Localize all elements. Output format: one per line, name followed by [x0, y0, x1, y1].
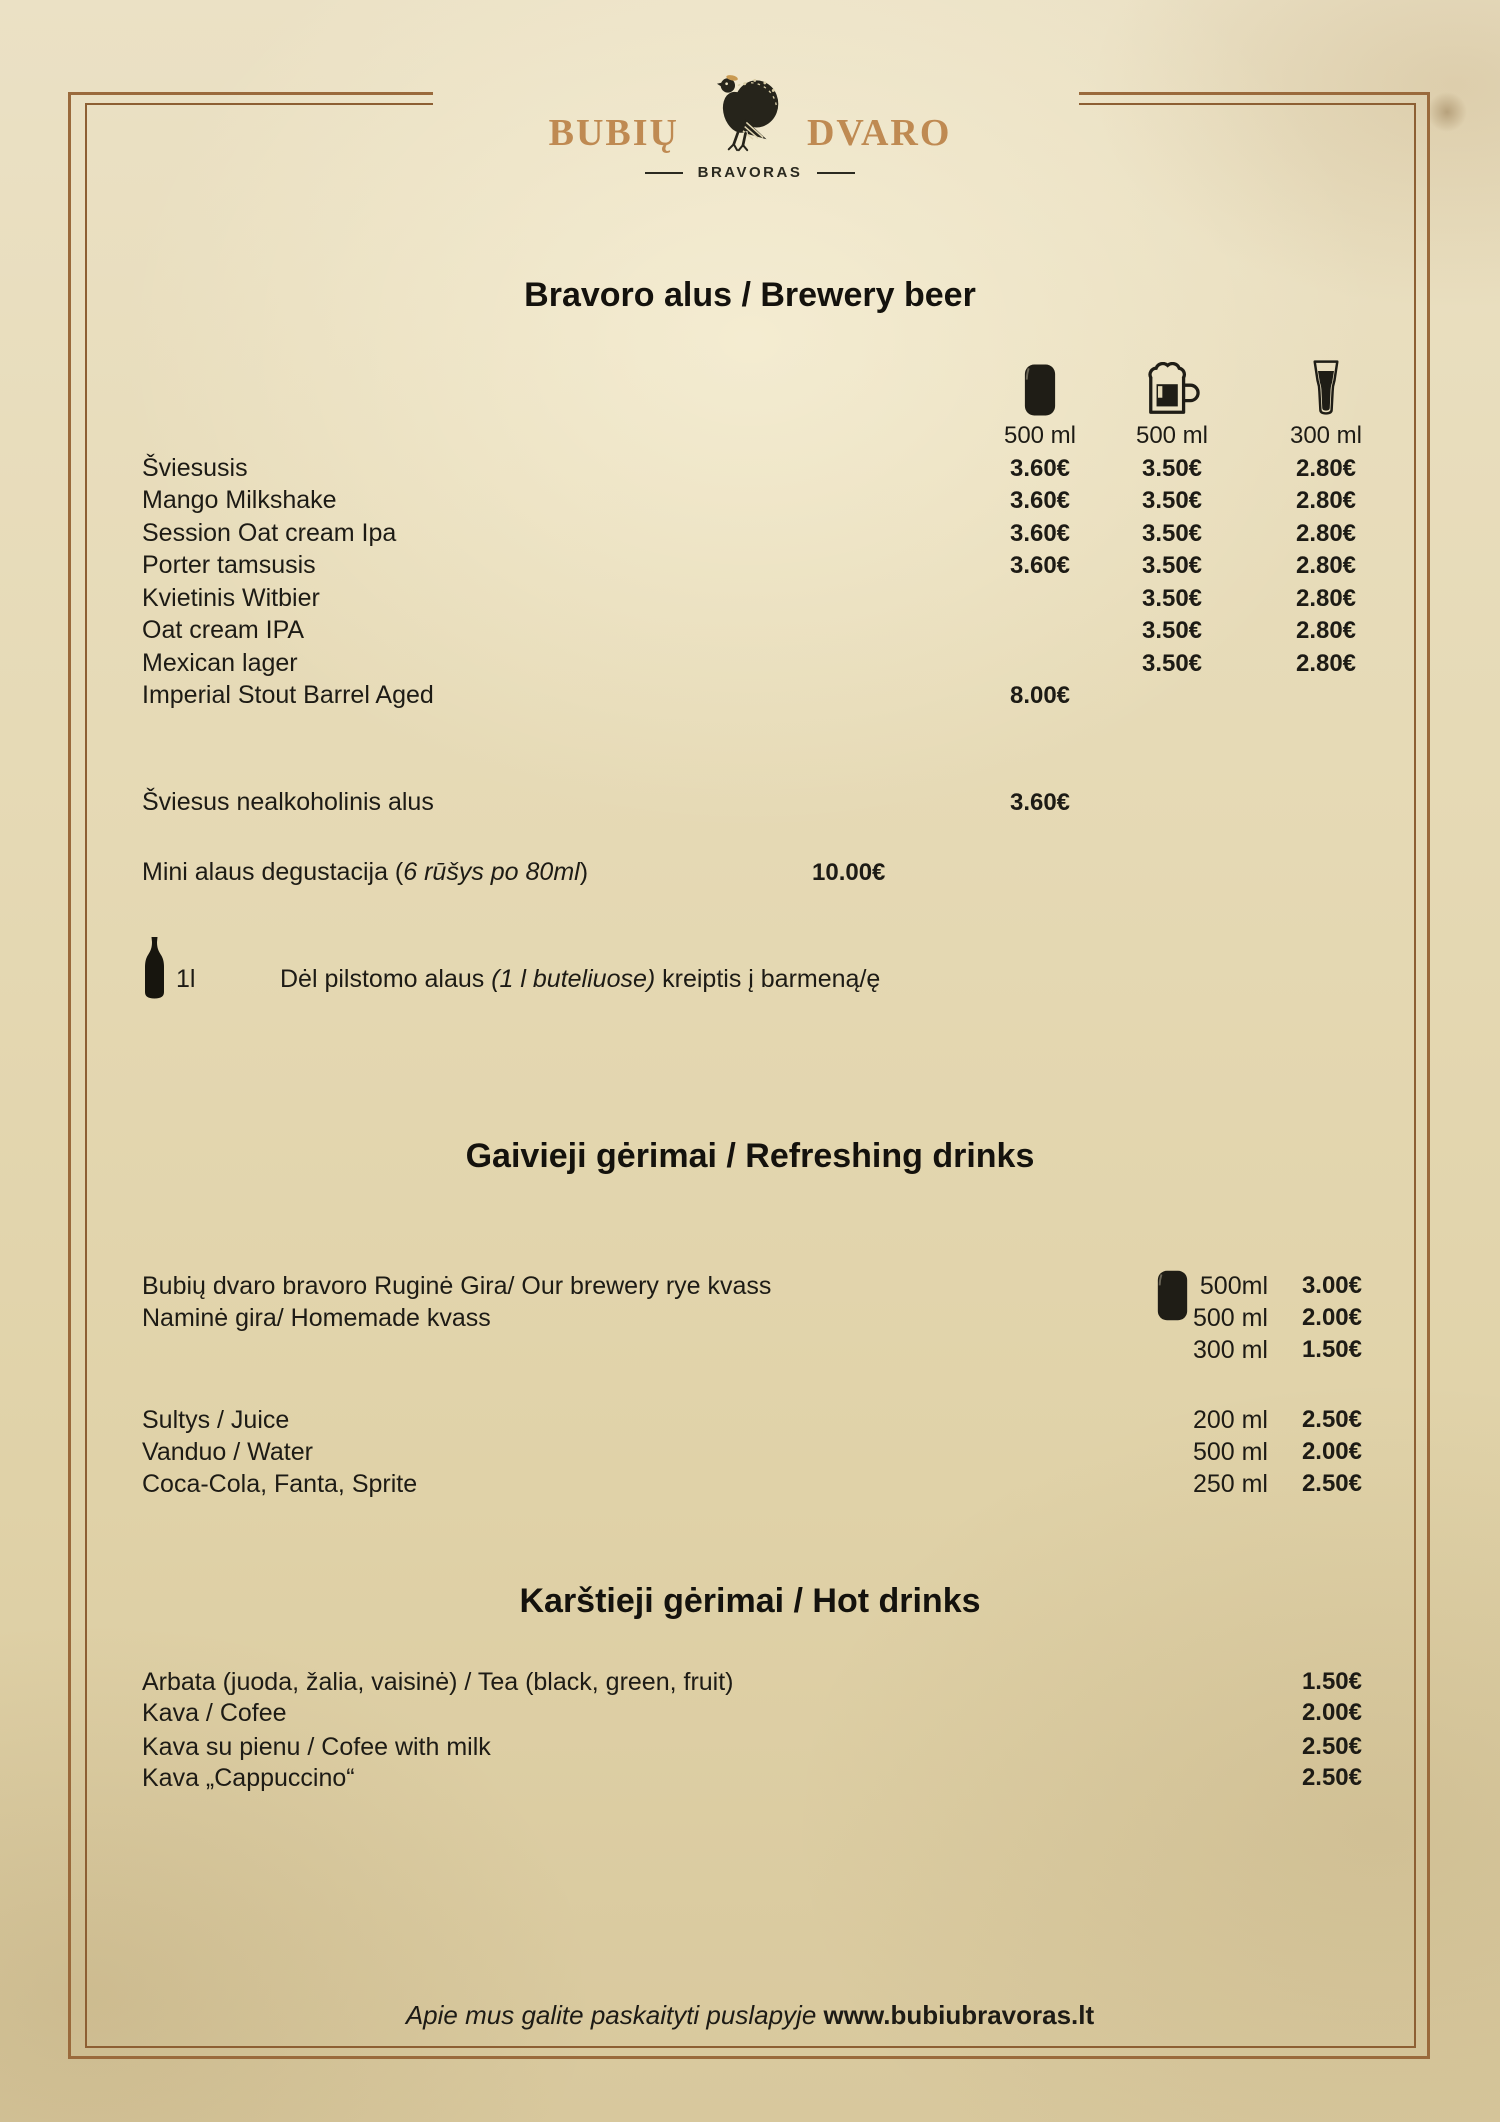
beer-item-row: [0, 679, 1500, 712]
column-header-can: [980, 354, 1100, 450]
footer-text: Apie mus galite paskaityti puslapyje: [405, 2000, 824, 2030]
pint-glass-icon: [1310, 358, 1342, 418]
section-title-refreshing: Gaivieji gėrimai / Refreshing drinks: [465, 1137, 1035, 1175]
item-price: 3.50€: [1141, 650, 1203, 677]
item-name: Šviesus nealkoholinis alus: [142, 788, 434, 816]
dash-right: [817, 172, 855, 174]
item-price: 3.60€: [1009, 789, 1071, 816]
item-price: 3.50€: [1141, 455, 1203, 482]
item-name: Kava „Cappuccino“: [142, 1764, 355, 1792]
hot-drink-row: [0, 1697, 1500, 1730]
item-price: 2.50€: [1301, 1406, 1362, 1433]
item-name: Kava su pienu / Cofee with milk: [142, 1733, 491, 1761]
soft-drink-row: [0, 1468, 1500, 1501]
item-price: 3.50€: [1141, 617, 1203, 644]
soft-drink-row: [0, 1404, 1500, 1437]
item-price: 3.60€: [1009, 520, 1071, 547]
item-price: 3.50€: [1141, 520, 1203, 547]
item-price: 3.00€: [1301, 1272, 1362, 1299]
beer-item-row: [0, 614, 1500, 647]
item-price: 2.80€: [1295, 552, 1357, 579]
item-name: Mango Milkshake: [142, 486, 337, 514]
item-price: 1.50€: [1301, 1668, 1362, 1695]
item-price: 2.80€: [1295, 617, 1357, 644]
beer-can-icon: [1023, 362, 1057, 418]
item-name: Session Oat cream Ipa: [142, 519, 397, 547]
item-name: Šviesusis: [142, 454, 248, 482]
item-price: 3.60€: [1009, 552, 1071, 579]
section-title-beer: Bravoro alus / Brewery beer: [524, 276, 976, 314]
item-price: 2.00€: [1301, 1304, 1362, 1331]
column-volume-label: 300 ml: [1289, 422, 1363, 449]
item-volume: 500 ml: [1192, 1304, 1268, 1332]
logo-subtitle: [0, 164, 1500, 181]
item-price: 2.80€: [1295, 650, 1357, 677]
draft-beer-note-row: [0, 962, 1500, 995]
item-price: 3.60€: [1009, 487, 1071, 514]
beer-item-row: [0, 549, 1500, 582]
item-price: 2.80€: [1295, 487, 1357, 514]
bottle-volume-label: 1l: [176, 965, 196, 993]
column-volume-label: 500 ml: [1135, 422, 1209, 449]
item-name: Sultys / Juice: [142, 1406, 290, 1434]
item-price: 3.60€: [1009, 455, 1071, 482]
item-price: 2.00€: [1301, 1699, 1362, 1726]
beer-tasting-row: [0, 856, 1500, 889]
beer-item-row: [0, 452, 1500, 485]
item-name: Coca-Cola, Fanta, Sprite: [142, 1470, 418, 1498]
item-price: 2.50€: [1301, 1733, 1362, 1760]
grouse-bird-icon: [701, 72, 785, 156]
item-price: 2.00€: [1301, 1438, 1362, 1465]
item-name: Bubių dvaro bravoro Ruginė Gira/ Our brewery rye kvass: [142, 1272, 772, 1300]
item-price: 2.50€: [1301, 1470, 1362, 1497]
item-volume: 500 ml: [1192, 1438, 1268, 1466]
item-name: Kava / Cofee: [142, 1699, 287, 1727]
item-volume: 300 ml: [1192, 1336, 1268, 1364]
logo-subtitle-text: BRAVORAS: [697, 164, 803, 181]
column-volume-label: 500 ml: [1003, 422, 1077, 449]
kvass-item-row: [0, 1302, 1500, 1335]
beer-item-row: [0, 647, 1500, 680]
item-name: Mini alaus degustacija (6 rūšys po 80ml): [142, 858, 589, 886]
item-volume: 250 ml: [1192, 1470, 1268, 1498]
column-header-glass: [1266, 354, 1386, 450]
item-name: Vanduo / Water: [142, 1438, 313, 1466]
item-volume: 200 ml: [1192, 1406, 1268, 1434]
item-name: Porter tamsusis: [142, 551, 316, 579]
beer-mug-icon: [1142, 362, 1202, 418]
item-price: 2.80€: [1295, 585, 1357, 612]
item-price: 3.50€: [1141, 552, 1203, 579]
item-price: 2.50€: [1301, 1764, 1362, 1791]
item-price: 3.50€: [1141, 585, 1203, 612]
nonalcoholic-beer-row: [0, 786, 1500, 819]
brand-logo: [0, 72, 1500, 156]
hot-drink-row: [0, 1666, 1500, 1699]
kvass-item-row: [0, 1270, 1500, 1303]
soft-drink-row: [0, 1436, 1500, 1469]
logo-word-left: BUBIŲ: [548, 112, 679, 154]
item-name: Oat cream IPA: [142, 616, 305, 644]
logo-word-right: DVARO: [806, 112, 952, 154]
hot-drink-row: [0, 1731, 1500, 1764]
item-name: Arbata (juoda, žalia, vaisinė) / Tea (black, green, fruit): [142, 1668, 734, 1696]
kvass-item-row: [0, 1334, 1500, 1367]
draft-beer-note: Dėl pilstomo alaus (1 l buteliuose) kreiptis į barmeną/ę: [280, 965, 881, 993]
item-price: 1.50€: [1301, 1336, 1362, 1363]
item-name: Naminė gira/ Homemade kvass: [142, 1304, 491, 1332]
item-price: 2.80€: [1295, 455, 1357, 482]
item-price: 3.50€: [1141, 487, 1203, 514]
item-price: 2.80€: [1295, 520, 1357, 547]
item-name: Kvietinis Witbier: [142, 584, 320, 612]
item-price: 10.00€: [812, 859, 886, 886]
item-volume: 500ml: [1199, 1272, 1268, 1300]
beer-item-row: [0, 484, 1500, 517]
item-name: Mexican lager: [142, 649, 298, 677]
beer-item-row: [0, 517, 1500, 550]
item-name: Imperial Stout Barrel Aged: [142, 681, 434, 709]
website-link[interactable]: www.bubiubravoras.lt: [823, 2000, 1095, 2030]
section-title-hot: Karštieji gėrimai / Hot drinks: [519, 1582, 981, 1620]
column-header-mug: [1112, 354, 1232, 450]
item-price: 8.00€: [1009, 682, 1071, 709]
hot-drink-row: [0, 1762, 1500, 1795]
footer-note: [0, 1998, 1500, 2032]
beer-item-row: [0, 582, 1500, 615]
dash-left: [645, 172, 683, 174]
